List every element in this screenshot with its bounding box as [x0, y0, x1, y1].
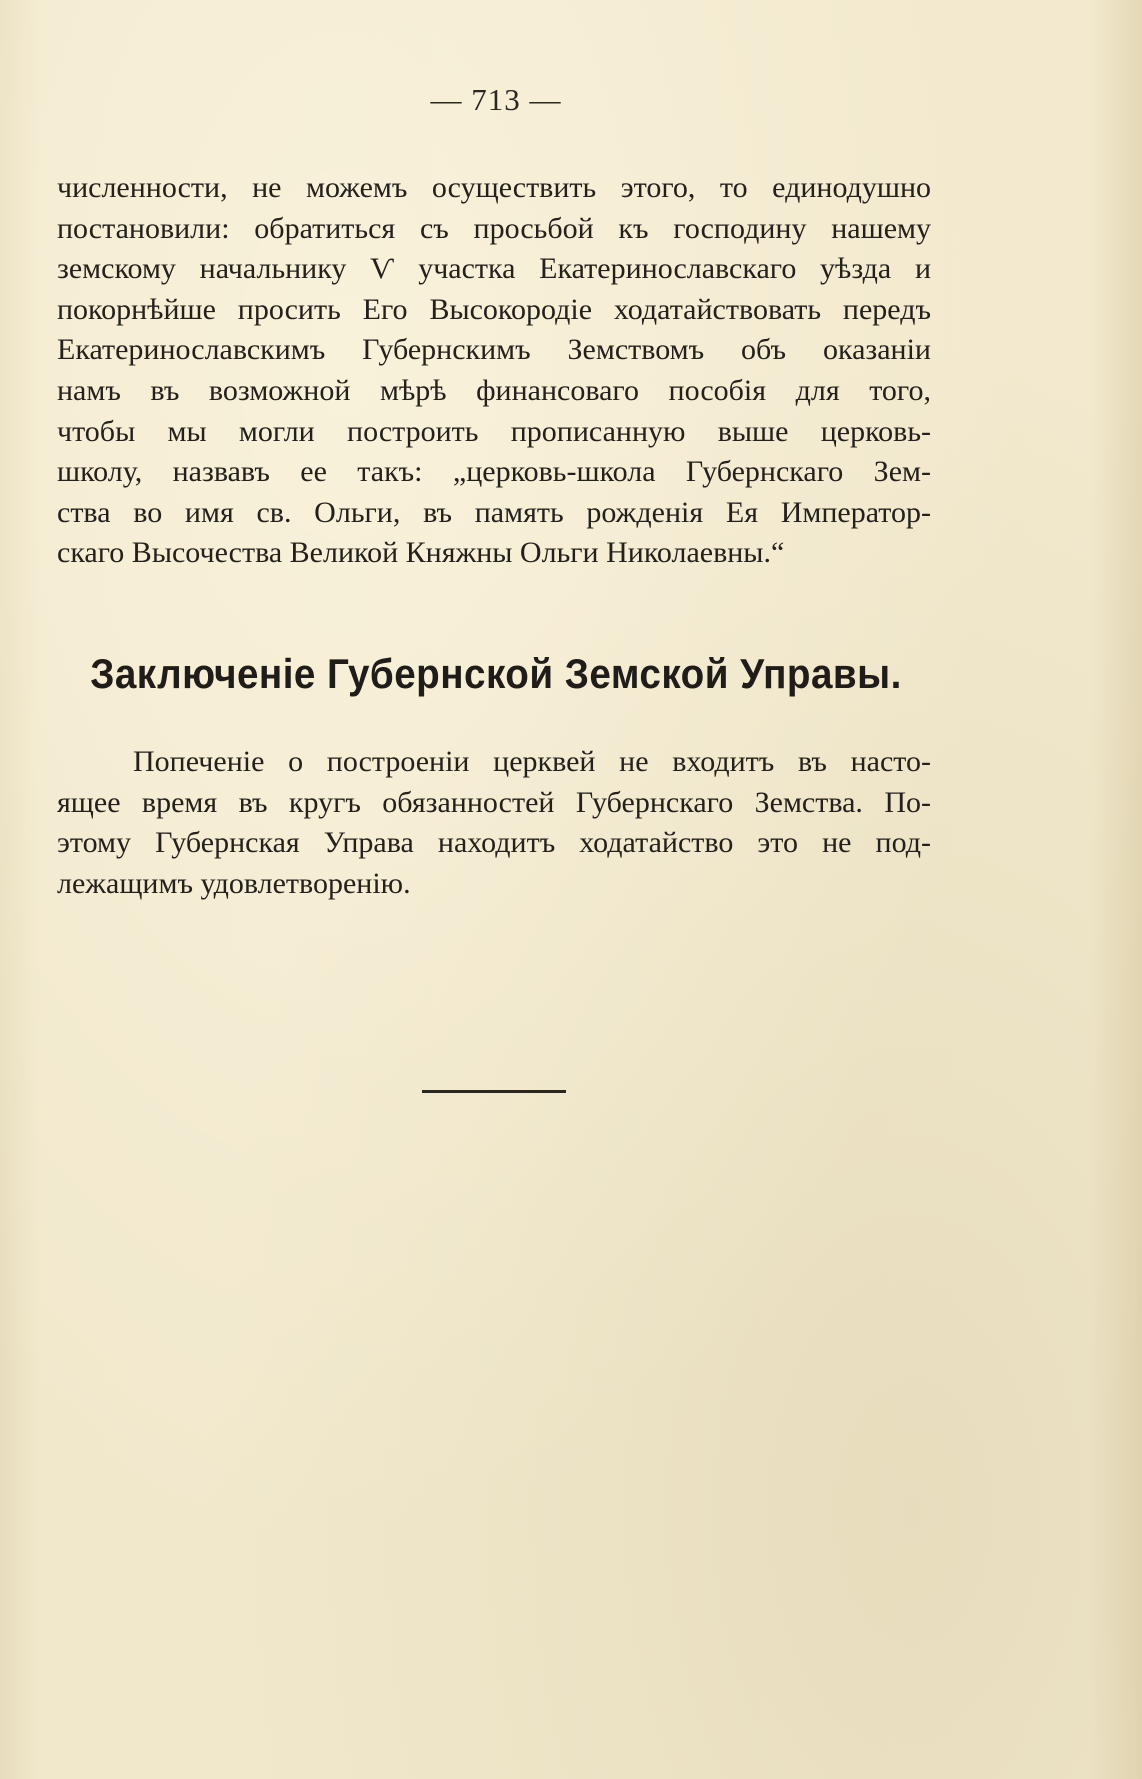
- text-line: чтобы мы могли построить прописанную выше церковь-: [57, 414, 931, 448]
- text-line: ящее время въ кругъ обязанностей Губернскаго Земства. По-: [57, 785, 931, 819]
- text-line: земскому начальнику Ѵ участка Екатеринославскаго уѣзда и: [57, 252, 931, 286]
- conclusion-paragraph: [57, 742, 931, 904]
- text-line: этому Губернская Управа находитъ ходатайство это не под-: [57, 826, 931, 860]
- text-line: скаго Высочества Великой Княжны Ольги Николаевны.“: [57, 536, 785, 570]
- text-line: намъ въ возможной мѣрѣ финансоваго пособія для того,: [57, 373, 931, 407]
- section-heading: Заключеніе Губернской Земской Управы.: [90, 650, 902, 697]
- text-line: постановили: обратиться съ просьбой къ господину нашему: [57, 211, 931, 245]
- text-line: численности, не можемъ осуществить этого, то единодушно: [57, 171, 931, 204]
- page-number: — 713 —: [430, 82, 562, 117]
- text-line: покорнѣйше просить Его Высокородіе ходатайствовать передъ: [57, 292, 931, 326]
- text-line: школу, назвавъ ее такъ: „церковь-школа Губернскаго Зем-: [57, 455, 931, 489]
- text-line: лежащимъ удовлетворенію.: [57, 866, 411, 900]
- text-line: ства во имя св. Ольги, въ память рожденія Ея Император-: [57, 495, 931, 529]
- text-line: Попеченіе о построеніи церквей не входитъ въ насто-: [133, 745, 931, 778]
- text-line: Екатеринославскимъ Губернскимъ Земствомъ объ оказаніи: [57, 333, 931, 367]
- end-rule-divider: [422, 1090, 566, 1093]
- petition-paragraph: [57, 168, 931, 574]
